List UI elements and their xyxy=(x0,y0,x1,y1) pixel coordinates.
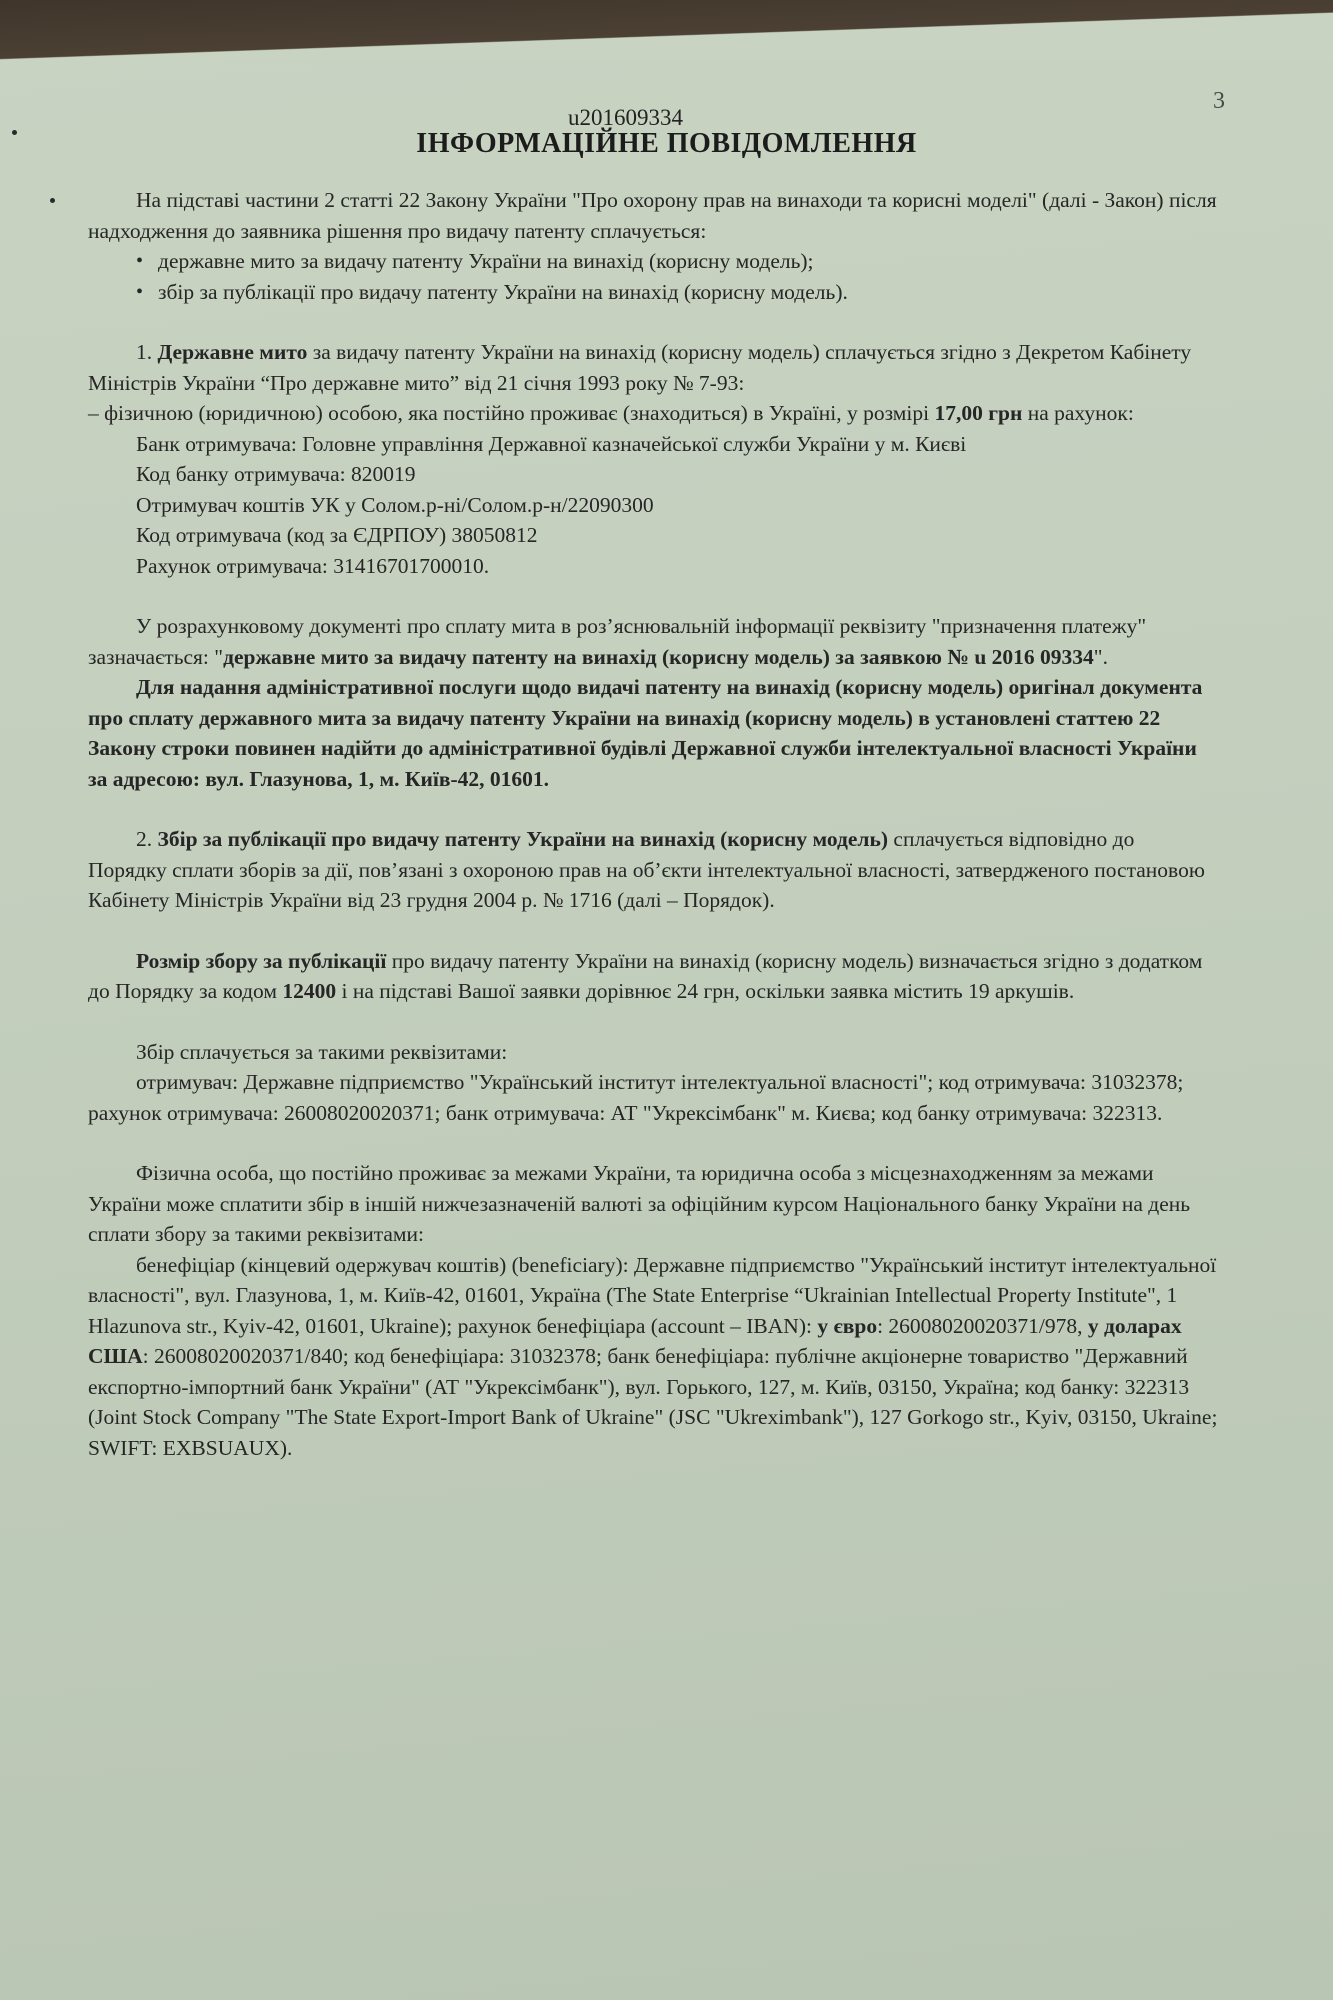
purpose-value: державне мито за видачу патенту на винахід (корисну модель) за заявкою № u 2016 09334 xyxy=(223,644,1094,669)
notice-paragraph: Для надання адміністративної послуги щодо видачі патенту на винахід (корисну модель) оригінал документа про сплату державного мита за видачу патенту України на винахід (корисну модель) в установлені статтею 22 Закону строки повинен надійти до адміністративної будівлі Державної служби інтелектуальної власності України за адресою: вул. Глазунова, 1, м. Київ-42, 01601. xyxy=(88,675,1203,791)
fee-code: 12400 xyxy=(282,979,337,1003)
document-number: u201609334 xyxy=(568,105,683,130)
bank-line: Рахунок отримувача: 31416701700010. xyxy=(136,553,490,578)
document-title: ІНФОРМАЦІЙНЕ ПОВІДОМЛЕННЯ xyxy=(416,128,917,159)
payer-paragraph xyxy=(88,398,1218,429)
purpose-paragraph xyxy=(88,611,1218,672)
bank-line: Код банку отримувача: 820019 xyxy=(136,462,416,486)
list-item: • збір за публікації про видачу патенту України на винахід (корисну модель). xyxy=(136,277,1218,308)
beneficiary-text-end: : 26008020020371/840; код бенефіціара: 31032378; банк бенефіціара: публічне акціонерне товариство "Державний експортно-імпортний банк України" (АТ "Укрексімбанк"), вул. Горького, 127, м. Київ, 03150, Україна; код банку: 322313 (Joint Stock Company "The State Export-Import Bank of Ukraine" (JSC "Ukreximbank"), 127 Gorkogo str., Kyiv, 03150, Ukraine; SWIFT: EXBSUAUX). xyxy=(88,1344,1218,1460)
bank-line: Отримувач коштів УК у Солом.р-ні/Солом.р-н/22090300 xyxy=(136,492,654,517)
purpose-end: ". xyxy=(1093,644,1108,669)
bank-line: Банк отримувача: Головне управління Державної казначейської служби України у м. Києві xyxy=(136,431,967,456)
section2-heading: Збір за публікації про видачу патенту України на винахід (корисну модель) xyxy=(157,827,889,851)
page-number: 3 xyxy=(1213,88,1225,114)
document-body xyxy=(88,185,1218,1463)
section1-number: 1. xyxy=(136,340,153,364)
section2-number: 2. xyxy=(136,827,153,851)
section2-text: сплачується відповідно до Порядку сплати зборів за дії, повʼязані з охороною прав на обʼєкти інтелектуальної власності, затвердженого постановою Кабінету Міністрів України від 23 грудня 2004 р. № 1716 (далі – Порядок). xyxy=(88,827,1205,912)
section2-paragraph xyxy=(88,824,1218,916)
desk-background xyxy=(0,0,1333,60)
section1-paragraph xyxy=(88,337,1218,398)
speck-mark xyxy=(50,198,55,203)
payer-text: – фізичною (юридичною) особою, яка постійно проживає (знаходиться) в Україні, у розмірі xyxy=(88,401,930,425)
recipient-paragraph: отримувач: Державне підприємство "Український інститут інтелектуальної власності"; код отримувача: 31032378; рахунок отримувача: 26008020020371; банк отримувача: АТ "Укрексімбанк" м. Києва; код банку отримувача: 322313. xyxy=(88,1070,1184,1125)
account-suffix: на рахунок: xyxy=(1027,401,1134,425)
fee-size-text-end: і на підставі Вашої заявки дорівнює 24 грн, оскільки заявка містить 19 аркушів. xyxy=(341,979,1075,1003)
purpose-text: У розрахунковому документі про сплату мита в розʼяснювальній інформації реквізиту "призначення платежу" зазначається: " xyxy=(88,614,1147,669)
intro-paragraph: На підставі частини 2 статті 22 Закону України "Про охорону прав на винаходи та корисні моделі" (далі - Закон) після надходження до заявника рішення про видачу патенту сплачується: xyxy=(88,188,1217,243)
beneficiary-paragraph xyxy=(88,1250,1218,1464)
eur-label: у євро xyxy=(817,1313,878,1338)
fee-size-heading: Розмір збору за публікації xyxy=(136,948,387,973)
beneficiary-text: бенефіціар (кінцевий одержувач коштів) (beneficiary): Державне підприємство "Український інститут інтелектуальної власності", вул. Глазунова, 1, м. Київ-42, 01601, Україна (The State Enterprise “Ukrainian Intellectual Property Institute", 1 Hlazunova str., Kyiv-42, 01601, Ukraine); рахунок бенефіціара (account – IBAN): xyxy=(88,1252,1217,1338)
duty-amount: 17,00 грн xyxy=(934,401,1023,425)
foreign-paragraph: Фізична особа, що постійно проживає за межами України, та юридична особа з місцезнаходженням за межами України може сплатити збір в іншій нижчезазначеній валюті за офіційним курсом Національного банку України на день сплати збору за такими реквізитами: xyxy=(88,1161,1191,1246)
usd-label: у доларах США xyxy=(88,1313,1182,1368)
fee-list xyxy=(88,246,1218,307)
section1-heading: Державне мито xyxy=(157,340,308,364)
fee-size-text: про видачу патенту України на винахід (корисну модель) визначається згідно з додатком до Порядку за кодом xyxy=(88,948,1203,1003)
payment-intro: Збір сплачується за такими реквізитами: xyxy=(136,1039,508,1064)
eur-account: : 26008020020371/978, xyxy=(877,1313,1083,1338)
list-item: • державне мито за видачу патенту України на винахід (корисну модель); xyxy=(136,246,1218,277)
section1-text: за видачу патенту України на винахід (корисну модель) сплачується згідно з Декретом Кабінету Міністрів України “Про державне мито” від 21 січня 1993 року № 7-93: xyxy=(88,340,1192,395)
fee-size-paragraph xyxy=(88,946,1218,1007)
bank-line: Код отримувача (код за ЄДРПОУ) 38050812 xyxy=(136,523,538,547)
